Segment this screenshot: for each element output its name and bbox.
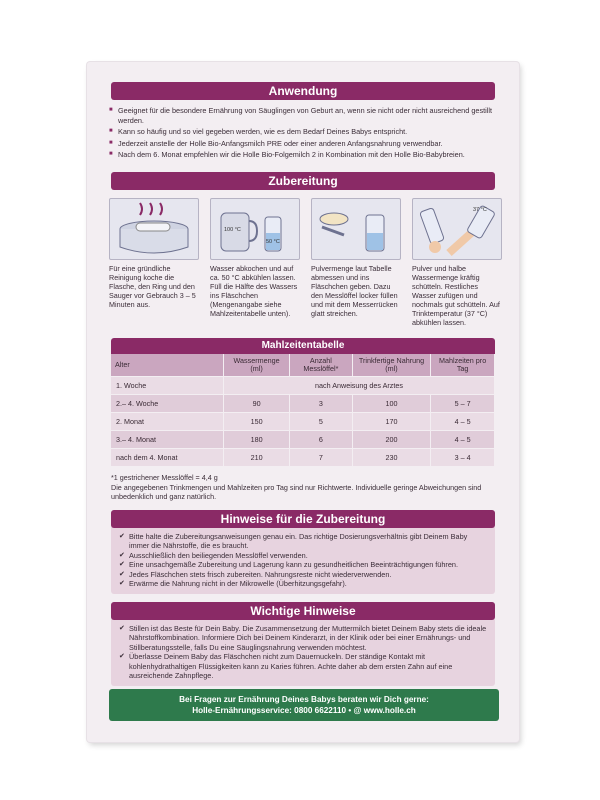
preparation-steps <box>109 198 501 327</box>
table-cell: 210 <box>224 449 290 467</box>
list-item: ✔ Bitte halte die Zubereitungsanweisungen genau ein. Das richtige Dosierungsverhältnis gibt Deinem Baby immer die Nährstoffe, die es braucht. <box>119 532 487 551</box>
table-cell: 5 – 7 <box>431 395 495 413</box>
step-caption: Pulvermenge laut Tabelle abmessen und ins Fläschchen geben. Dazu den Messlöffel locker füllen und mit dem Messerrücken glatt streichen. <box>311 264 398 318</box>
table-cell: 3.– 4. Monat <box>111 431 224 449</box>
step-4 <box>412 198 500 327</box>
step-caption: Pulver und halbe Wassermenge kräftig schütteln. Restliches Wasser zufügen und nochmals gut schütteln. Auf Trinktemperatur (37 °C) abkühlen lassen. <box>412 264 500 327</box>
important-notes-panel <box>111 602 495 686</box>
preparation-notes-panel <box>111 510 495 594</box>
list-item: ■ Geeignet für die besondere Ernährung von Säuglingen von Geburt an, wenn sie nicht oder nicht ausreichend gestillt werden. <box>109 106 501 125</box>
column-header: Wassermenge (ml) <box>224 354 290 377</box>
column-header: Mahlzeiten pro Tag <box>431 354 495 377</box>
list-item: ■ Kann so häufig und so viel gegeben werden, wie es dem Bedarf Deines Babys entspricht. <box>109 127 501 137</box>
table-cell: 7 <box>290 449 353 467</box>
list-item: ✔ Jedes Fläschchen stets frisch zubereiten. Nahrungsreste nicht wiederverwenden. <box>119 570 487 579</box>
shake-bottle-icon <box>412 198 502 260</box>
column-header: Trinkfertige Nahrung (ml) <box>352 354 431 377</box>
step-1 <box>109 198 197 309</box>
table-row <box>111 395 495 413</box>
table-cell: nach dem 4. Monat <box>111 449 224 467</box>
feeding-table <box>111 338 495 466</box>
kettle-icon <box>210 198 300 260</box>
package-back-panel <box>87 62 519 742</box>
column-header: Anzahl Messlöffel* <box>290 354 353 377</box>
measuring-scoop-icon <box>311 198 401 260</box>
table-footnote <box>111 473 495 502</box>
table-cell: 4 – 5 <box>431 431 495 449</box>
footnote-text: *1 gestrichener Messlöffel = 4,4 g <box>111 473 218 482</box>
preparation-notes-heading: Hinweise für die Zubereitung <box>111 510 495 528</box>
table-cell: 5 <box>290 413 353 431</box>
nutrition-service-banner <box>109 689 499 721</box>
table-cell: 200 <box>352 431 431 449</box>
table-cell: 4 – 5 <box>431 413 495 431</box>
table-cell: 90 <box>224 395 290 413</box>
list-item: ✔ Überlasse Deinem Baby das Fläschchen nicht zum Dauernuckeln. Der ständige Kontakt mit kohlenhydrathaltigen Flüssigkeiten kann zu Karies führen. Achte daher ab dem ersten Zahn auf eine ausreichende Zahnpflege. <box>119 652 487 680</box>
table-cell: 2. Monat <box>111 413 224 431</box>
table-cell: 230 <box>352 449 431 467</box>
list-item: ■ Nach dem 6. Monat empfehlen wir die Holle Bio-Folgemilch 2 in Kombination mit den Holle Bio-Babybreien. <box>109 150 501 160</box>
table-cell: 1. Woche <box>111 377 224 395</box>
table-cell: 100 <box>352 395 431 413</box>
table-row <box>111 449 495 467</box>
table-cell: 2.– 4. Woche <box>111 395 224 413</box>
note-text: Die angegebenen Trinkmengen und Mahlzeiten pro Tag sind nur Richtwerte. Individuelle geringe Abweichungen sind unbedenklich und ganz natürlich. <box>111 482 482 502</box>
list-item: ✔ Stillen ist das Beste für Dein Baby. Die Zusammensetzung der Muttermilch bietet Deinem Baby stets die ideale Nährstoffkombination. Informiere Dich bei Deinem Kinderarzt, in der Klinik oder bei einer Ernährungs- und Stillberatungsstelle, falls Du eine Säuglingsnahrung verwenden möchtest. <box>119 624 487 652</box>
temperature-label: 37 °C <box>473 207 487 213</box>
boiling-pot-icon <box>109 198 199 260</box>
table-cell: 170 <box>352 413 431 431</box>
table-row <box>111 413 495 431</box>
temperature-label: 100 °C <box>224 227 241 233</box>
temperature-label: 50 °C <box>266 239 280 245</box>
table-cell: 6 <box>290 431 353 449</box>
step-3 <box>311 198 399 318</box>
step-caption: Für eine gründliche Reinigung koche die Flasche, den Ring und den Sauger vor Gebrauch 3 – 5 Minuten aus. <box>109 264 196 309</box>
list-item: ✔ Erwärme die Nahrung nicht in der Mikrowelle (Überhitzungsgefahr). <box>119 579 487 588</box>
table-title: Mahlzeitentabelle <box>111 338 495 354</box>
important-notes-heading: Wichtige Hinweise <box>111 602 495 620</box>
list-item: ✔ Ausschließlich den beiliegenden Messlöffel verwenden. <box>119 551 487 560</box>
table-cell: 150 <box>224 413 290 431</box>
zubereitung-heading: Zubereitung <box>111 172 495 190</box>
column-header: Alter <box>111 354 224 377</box>
step-2 <box>210 198 298 318</box>
list-item: ■ Jederzeit anstelle der Holle Bio-Anfangsmilch PRE oder einer anderen Anfangsnahrung verwendbar. <box>109 139 501 149</box>
anwendung-list <box>109 106 501 162</box>
table-cell: nach Anweisung des Arztes <box>224 377 495 395</box>
table-cell: 3 – 4 <box>431 449 495 467</box>
table-row <box>111 431 495 449</box>
list-item: ✔ Eine unsachgemäße Zubereitung und Lagerung kann zu gesundheitlichen Beeinträchtigungen führen. <box>119 560 487 569</box>
banner-line-2: Holle-Ernährungsservice: 0800 6622110 • @ www.holle.ch <box>192 706 416 715</box>
anwendung-heading: Anwendung <box>111 82 495 100</box>
step-caption: Wasser abkochen und auf ca. 50 °C abkühlen lassen. Füll die Hälfte des Wassers ins Fläschchen (Mengenangabe siehe Mahlzeitentabelle unten). <box>210 264 298 318</box>
table-cell: 3 <box>290 395 353 413</box>
banner-line-1: Bei Fragen zur Ernährung Deines Babys beraten wir Dich gerne: <box>179 695 429 704</box>
table-row <box>111 377 495 395</box>
table-cell: 180 <box>224 431 290 449</box>
